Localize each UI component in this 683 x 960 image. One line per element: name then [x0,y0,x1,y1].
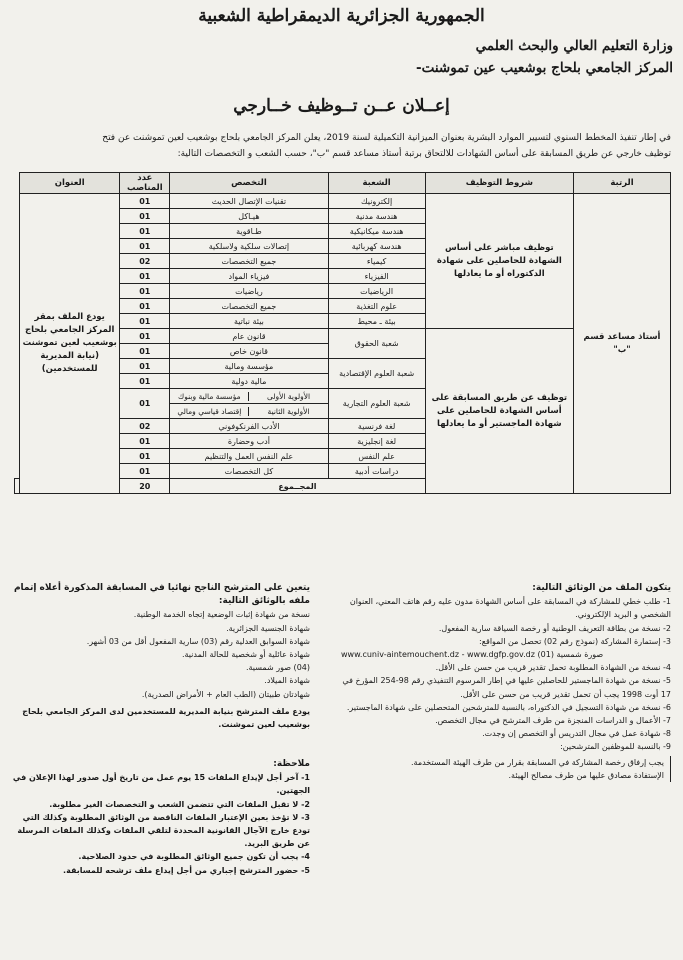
republic-heading: الجمهورية الجزائرية الديمقراطية الشعبية [198,6,485,26]
list-item: 1- آخر أجل لإيداع الملفات 15 يوم عمل من تاريخ أول صدور لهذا الإعلان في الجهتين. [12,773,310,796]
header-conditions: شروط التوظيف [425,173,573,194]
specialty-cell [170,404,328,419]
count-cell: 01 [120,269,170,284]
count-cell: 01 [120,434,170,449]
branch-cell: الفيزياء [328,269,425,284]
branch-cell: إلكترونيك [328,194,425,209]
table-row [15,194,671,209]
count-cell: 01 [120,224,170,239]
count-cell: 01 [120,239,170,254]
list-item: شهادة الجنسية الجزائرية. [226,623,310,633]
count-cell: 01 [120,374,170,389]
employee-requirements [341,756,671,782]
list-item: 2- نسخة من بطاقة التعريف الوطنية أو رخصة السياقة سارية المفعول. [438,623,671,633]
branch-cell: هندسة ميكانيكية [328,224,425,239]
header-rank: الرتبة [574,173,671,194]
list-item: شهادة عائلية أو شخصية للحالة المدنية. [181,650,310,660]
total-value: 20 [120,479,170,494]
list-item: 5- نسخة من شهادة الماجستير للحاصلين عليها في إطار المرسوم التنفيذي رقم 98-254 المؤرخ في 17 أوت 1998 يجب أن تحمل تقدير قريب من حسن على الأقل. [342,676,671,699]
specialty-cell: فيزياء المواد [170,269,328,284]
list-item: 3- لا تؤخذ بعين الإعتبار الملفات الناقصة من الوثائق المطلوبة وكذلك التي تودع خارج الآجال القانونية المحددة لتلقي الملفات وكذلك الملفات المرسلة عن طريق البريد. [17,812,310,849]
header-specialty: التخصص [170,173,328,194]
list-item: 6- نسخة من شهادة التسجيل في الدكتوراه، بالنسبة للمترشحين المتحصلين على شهادة الماجستير. [346,702,671,712]
count-cell: 01 [120,389,170,419]
condition-contest-cell: توظيف عن طريق المسابقة على أساس الشهادة للحاصلين على شهادة الماجستير أو ما يعادلها [425,329,573,494]
intro-line-2: توظيف خارجي عن طريق المسابقة على أساس الشهادات للالتحاق برتبة أستاذ مساعد قسم "ب"، حسب الشعب و التخصصات التالية: [177,149,671,159]
specialty-cell: إتصالات سلكية ولاسلكية [170,239,328,254]
specialty-cell: تقنيات الإتصال الحديث [170,194,328,209]
list-item: نسخة من شهادة إثبات الوضعية إتجاه الخدمة الوطنية. [133,610,310,620]
ministry-heading: وزارة التعليم العالي والبحث العلمي [475,38,673,54]
count-cell: 01 [120,329,170,344]
count-cell: 01 [120,314,170,329]
priority-specialty: إقتصاد قياسي ومالي [177,406,242,416]
list-item: 2- لا تقبل الملفات التي تتضمن الشعب و التخصصات الغير مطلوبة. [49,799,310,809]
priority-label: الأولوية الثانية [248,407,327,416]
branch-cell: علوم التغذية [328,299,425,314]
specialty-cell: مالية دولية [170,374,328,389]
branch-cell: لغة فرنسية [328,419,425,434]
winner-list [10,608,310,700]
count-cell: 01 [120,194,170,209]
announcement-title: إعــلان عــن تــوظيف خــارجي [233,96,450,116]
condition-direct-cell: توظيف مباشر على أساس الشهادة للحاصلين على شهادة الدكتوراه أو ما يعادلها [425,194,573,329]
specialty-cell: الأدب الفرنكوفوني [170,419,328,434]
count-cell: 01 [120,344,170,359]
count-cell: 01 [120,464,170,479]
specialty-cell: جميع التخصصات [170,254,328,269]
specialty-cell: قانون خاص [170,344,328,359]
branch-cell: الرياضيات [328,284,425,299]
intro-line-1: في إطار تنفيذ المخطط السنوي لتسيير الموارد البشرية بعنوان الميزانية التكميلية لسنة 2019، يعلن المركز الجامعي بلحاج بوشعيب لعين تموشنت عن فتح [102,133,671,143]
table-header-row [15,173,671,194]
specialty-cell: كل التخصصات [170,464,328,479]
list-item: 9- بالنسبة للموظفين المترشحين: [560,742,671,752]
branch-cell: دراسات أدبية [328,464,425,479]
address-cell: يودع الملف بمقر المركز الجامعي بلحاج بوشعيب لعين تموشنت (نيابة المديرية للمستخدمين) [20,194,120,494]
header-branch: الشعبة [328,173,425,194]
list-item: 7- الأعمال و الدراسات المنجزة من طرف المترشح في مجال التخصص. [435,716,671,726]
notes-list [10,771,310,877]
branch-cell: هندسة مدنية [328,209,425,224]
branch-cell: هندسة كهربائية [328,239,425,254]
priority-specialty: مؤسسة مالية وبنوك [178,391,241,401]
list-item: شهادتان طبيتان (الطب العام + الأمراض الصدرية). [141,689,310,699]
list-item: www.cuniv-aintemouchent.dz - www.dgfp.gov.dz صورة شمسية (01) [341,650,604,660]
list-item: شهادة الميلاد. [264,676,310,686]
list-item: 8- شهادة عمل في مجال التدريس أو التخصص إن وجدت. [482,729,671,739]
notes-section [10,758,310,877]
specialty-cell: طـاقوية [170,224,328,239]
list-item: 3- إستمارة المشاركة (نموذج رقم 02) تحصل من المواقع: [479,636,671,646]
specialty-cell: هيـاكل [170,209,328,224]
list-item: 4- يجب أن تكون جميع الوثائق المطلوبة في حدود الصلاحية. [78,852,310,862]
branch-cell: شعبة الحقوق [328,329,425,359]
list-item: 5- حضور المترشح إجباري من أجل إيداع ملف ترشحه للمسابقة. [63,865,310,875]
specialty-cell: أدب وحضارة [170,434,328,449]
total-label: المجــموع [170,479,425,494]
list-item: 1- طلب خطي للمشاركة في المسابقة على أساس الشهادة مدون عليه رقم هاتف المعني، العنوان الشخصي و البريد الإلكتروني. [349,597,671,620]
notes-title: ملاحظة: [273,759,310,769]
count-cell: 01 [120,359,170,374]
employee-requirement-2: الإستفادة مصادق عليها من طرف مصالح الهيئة. [508,770,664,780]
header-address: العنوان [20,173,120,194]
center-heading: المركز الجامعي بلحاج بوشعيب عين تموشنت- [415,60,673,76]
header-count: عدد المناصب [120,173,170,194]
winner-title: يتعين على المترشح الناجح نهائيا في المسابقة المذكورة أعلاه إتمام ملفه بالوثائق التالية: [13,583,310,607]
documents-list [341,595,671,753]
specialty-cell: علم النفس العمل والتنظيم [170,449,328,464]
list-item: شهادة السوابق العدلية رقم (03) سارية المفعول أقل من 03 أشهر. [86,636,310,646]
branch-cell: شعبة العلوم الإقتصادية [328,359,425,389]
documents-title: يتكون الملف من الوثائق التالية: [532,583,671,593]
rank-cell: أستاذ مساعد قسم "ب" [574,194,671,494]
count-cell: 01 [120,449,170,464]
specialty-cell: بيئة نباتية [170,314,328,329]
branch-cell: بيئة ـ محيط [328,314,425,329]
specialty-cell: مؤسسة ومالية [170,359,328,374]
count-cell: 02 [120,419,170,434]
branch-cell: كيمياء [328,254,425,269]
list-item: (04) صور شمسية. [245,663,310,673]
priority-row [170,392,327,401]
count-cell: 01 [120,284,170,299]
priority-label: الأولوية الأولى [248,392,327,401]
branch-cell: لغة إنجليزية [328,434,425,449]
branch-cell: علم النفس [328,449,425,464]
positions-table [14,172,671,494]
documents-section [341,582,671,782]
count-cell: 01 [120,209,170,224]
winner-deposit: يودع ملف المترشح بنيابة المديرية للمستخدمين لدى المركز الجامعي بلحاج بوشعيب لعين تموشنت. [22,706,310,730]
list-item: 4- نسخة من الشهادة المطلوبة تحمل تقدير قريب من حسن على الأقل. [435,663,671,673]
specialty-cell [170,389,328,404]
count-cell: 01 [120,299,170,314]
total-empty-cell [15,479,20,494]
specialty-cell: جميع التخصصات [170,299,328,314]
specialty-cell: قانون عام [170,329,328,344]
specialty-cell: رياضيات [170,284,328,299]
priority-row [170,407,327,416]
employee-requirement-1: يجب إرفاق رخصة المشاركة في المسابقة بقرار من طرف الهيئة المستخدمة. [410,757,664,767]
branch-cell: شعبة العلوم التجارية [328,389,425,419]
count-cell: 02 [120,254,170,269]
winner-section [10,582,310,731]
